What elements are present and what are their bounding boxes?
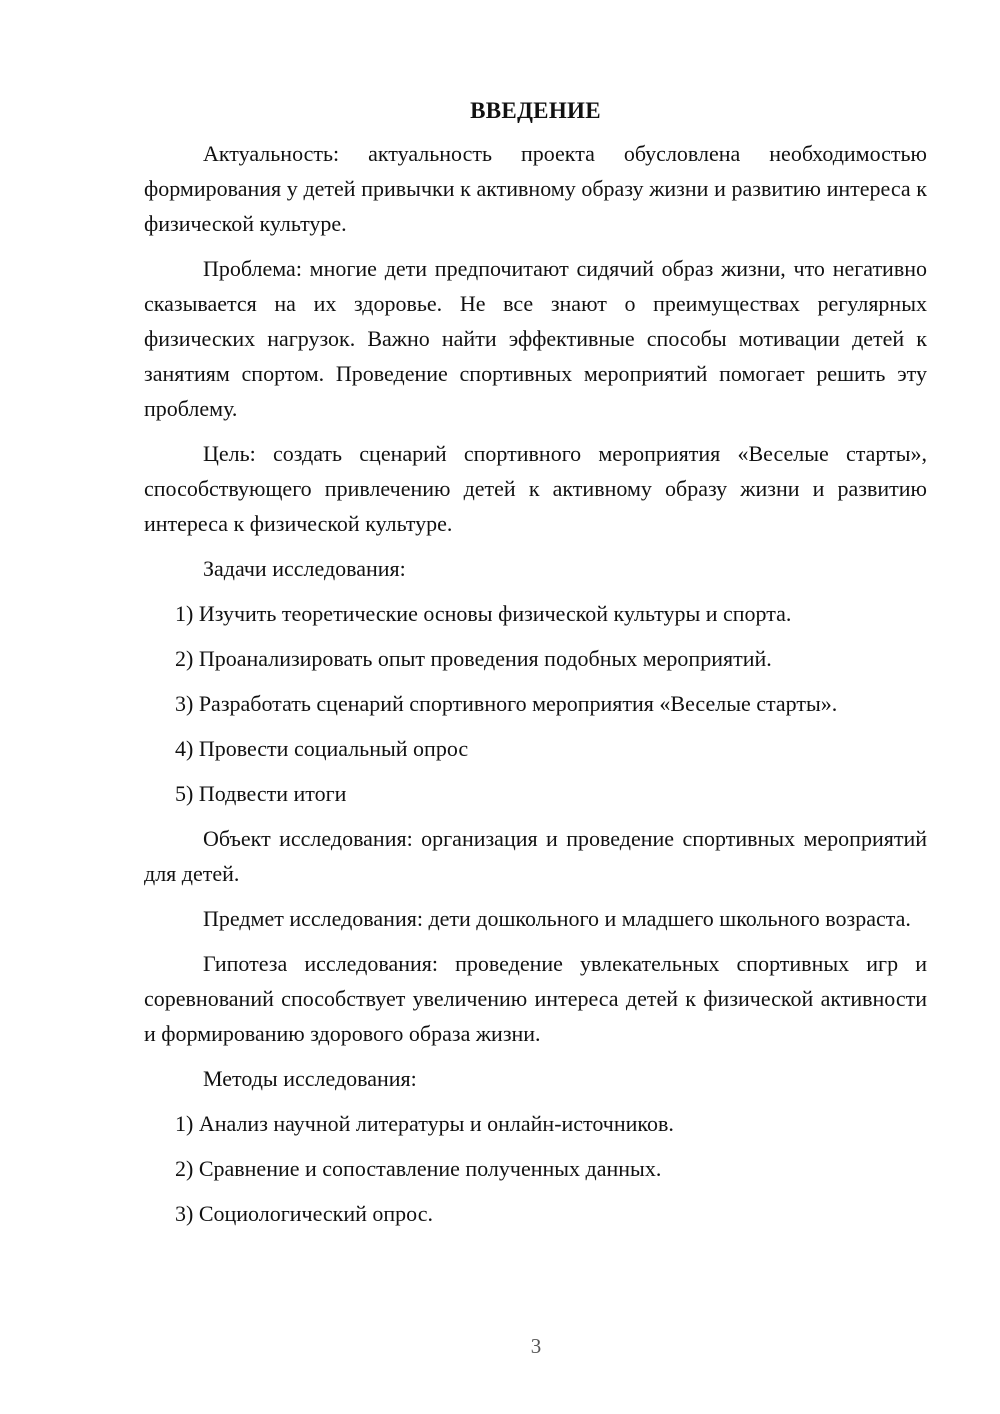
methods-heading: Методы исследования: (203, 1066, 417, 1091)
tasks-heading: Задачи исследования: (203, 556, 406, 581)
relevance-paragraph: Актуальность: актуальность проекта обусловлена необходимостью формирования у детей привычки к активному образу жизни и развитию интереса к физической культуре. (144, 141, 927, 236)
hypothesis-paragraph: Гипотеза исследования: проведение увлекательных спортивных игр и соревнований способствует увеличению интереса детей к физической активности и формированию здорового образа жизни. (144, 951, 927, 1046)
document-page (144, 96, 927, 1241)
list-item: 3) Социологический опрос. (175, 1201, 433, 1226)
list-item: 1) Изучить теоретические основы физической культуры и спорта. (175, 601, 792, 626)
subject-paragraph: Предмет исследования: дети дошкольного и младшего школьного возраста. (203, 906, 911, 931)
list-item: 5) Подвести итоги (175, 781, 347, 806)
problem-paragraph: Проблема: многие дети предпочитают сидячий образ жизни, что негативно сказывается на их здоровье. Не все знают о преимуществах регулярных физических нагрузок. Важно найти эффективные способы мотивации детей к занятиям спортом. Проведение спортивных мероприятий помогает решить эту проблему. (144, 256, 927, 421)
list-item: 1) Анализ научной литературы и онлайн-источников. (175, 1111, 674, 1136)
list-item: 4) Провести социальный опрос (175, 736, 469, 761)
list-item: 2) Проанализировать опыт проведения подобных мероприятий. (175, 646, 772, 671)
tasks-list (144, 596, 927, 811)
methods-list (144, 1106, 927, 1231)
page-title: ВВЕДЕНИЕ (470, 98, 601, 123)
object-paragraph: Объект исследования: организация и проведение спортивных мероприятий для детей. (144, 826, 927, 886)
list-item: 3) Разработать сценарий спортивного мероприятия «Веселые старты». (175, 691, 838, 716)
list-item: 2) Сравнение и сопоставление полученных данных. (175, 1156, 662, 1181)
goal-paragraph: Цель: создать сценарий спортивного мероприятия «Веселые старты», способствующего привлечению детей к активному образу жизни и развитию интереса к физической культуре. (144, 441, 927, 536)
page-number: 3 (530, 1334, 542, 1358)
